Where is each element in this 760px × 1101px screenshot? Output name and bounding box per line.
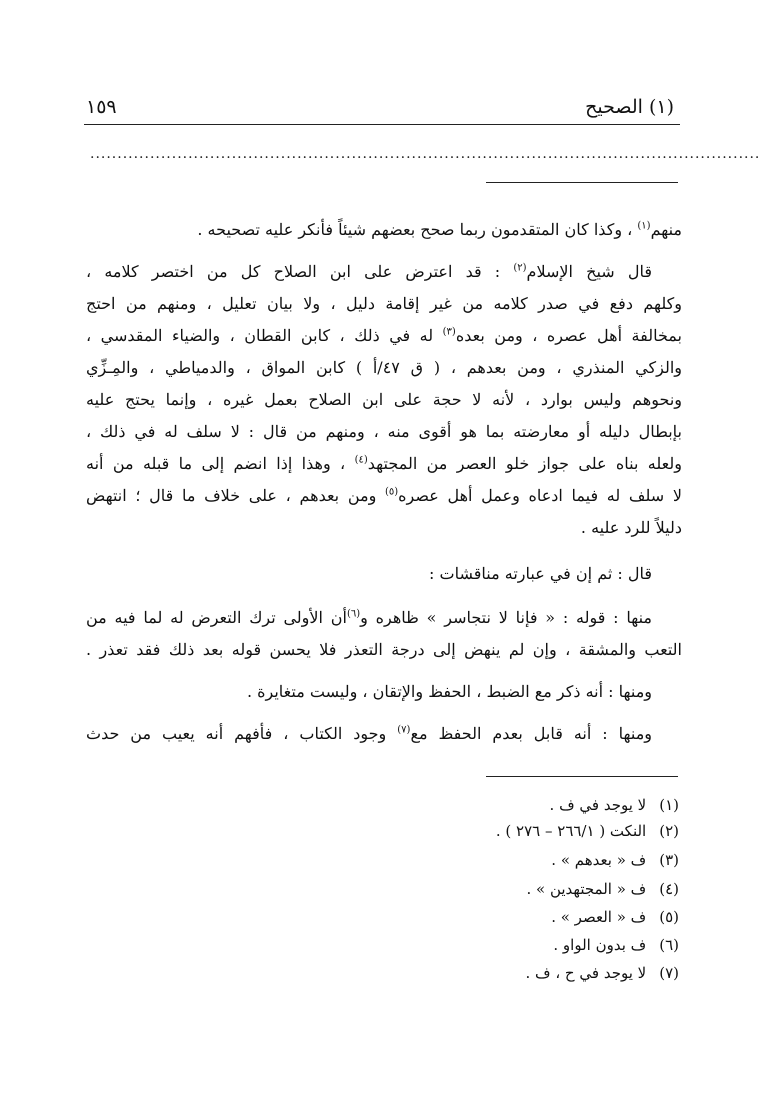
footnote bbox=[553, 934, 679, 956]
footnote-text: النكت ( ٢٦٦/١ – ٢٧٦ ) . bbox=[495, 822, 647, 840]
text-run: ومن بعدهم ، على خلاف ما قال ؛ انتهض bbox=[86, 486, 377, 505]
text-run: بمخالفة أهل عصره ، ومن بعده bbox=[455, 326, 682, 345]
text-run: : قد اعترض على ابن الصلاح كل من اختصر كلامه ، bbox=[86, 262, 501, 281]
footnote-text: ف « المجتهدين » . bbox=[526, 880, 647, 898]
text-line: ومنها : أنه ذكر مع الضبط ، الحفظ والإتقان ، وليست متغايرة . bbox=[246, 682, 652, 701]
footnote-ref: (٤) bbox=[354, 454, 368, 466]
running-header-title: (١) الصحيح bbox=[585, 96, 674, 118]
footnote bbox=[551, 849, 679, 871]
text-run: منها : قوله : « فإنا لا نتجاسر » ظاهره و bbox=[360, 608, 652, 627]
text-run: له في ذلك ، كابن القطان ، والضياء المقدسي ، bbox=[86, 326, 434, 345]
text-line: قال : ثم إن في عبارته مناقشات : bbox=[429, 564, 652, 583]
text-line: التعب والمشقة ، وإن لم ينهض إلى درجة التعذر فلا يحسن قوله بعد ذلك فقد تعذر . bbox=[86, 640, 682, 659]
text-line bbox=[86, 606, 652, 630]
text-line: بإبطال دليله أو معارضته بما هو أقوى منه ، ومنهم من قال : لا سلف له في ذلك ، bbox=[86, 422, 682, 441]
footnote-ref: (٥) bbox=[384, 486, 399, 498]
footnote-number: (١) bbox=[659, 796, 679, 814]
text-run: ومنها : أنه قابل بعدم الحفظ مع bbox=[410, 724, 653, 743]
text-line: وكلهم دفع في صدر كلامه من غير إقامة دليل ، ولا بيان تعليل ، ومنهم من احتج bbox=[86, 294, 682, 313]
footnote-ref: (٦) bbox=[346, 608, 361, 620]
footnote-number: (٣) bbox=[659, 851, 679, 869]
footnote bbox=[525, 962, 679, 984]
footnote-number: (٧) bbox=[659, 964, 679, 982]
header-rule bbox=[84, 124, 680, 125]
footnote-ref: (٢) bbox=[513, 262, 527, 274]
text-line bbox=[86, 484, 682, 508]
section-rule bbox=[486, 182, 678, 183]
text-line: ونحوهم وليس بوارد ، لأنه لا حجة على ابن الصلاح بعمل غيره ، وإنما يحتج عليه bbox=[86, 390, 682, 409]
footnote-text: لا يوجد في ح ، ف . bbox=[525, 964, 647, 982]
text-line bbox=[86, 260, 652, 284]
text-line bbox=[86, 324, 682, 348]
text-run: ولعله بناه على جواز خلو العصر من المجتهد bbox=[367, 454, 682, 473]
footnote-number: (٤) bbox=[659, 880, 679, 898]
text-run: أن الأولى ترك التعرض له لما فيه من bbox=[86, 608, 347, 627]
text-line bbox=[86, 452, 682, 476]
text-run: لا سلف له فيما ادعاه وعمل أهل عصره bbox=[398, 486, 682, 505]
footnote-text: ف « بعدهم » . bbox=[551, 851, 647, 869]
footnote-number: (٦) bbox=[659, 936, 679, 954]
footnote-ref: (٣) bbox=[442, 326, 456, 338]
page-number: ١٥٩ bbox=[86, 96, 117, 118]
footnote-number: (٢) bbox=[659, 822, 679, 840]
footnote bbox=[526, 878, 679, 900]
text-line bbox=[86, 722, 652, 746]
text-line bbox=[86, 218, 682, 242]
footnote-ref: (٧) bbox=[397, 724, 411, 736]
text-run: قال شيخ الإسلام bbox=[526, 262, 653, 281]
footnote-text: لا يوجد في ف . bbox=[549, 796, 647, 814]
text-run: ، وهذا إذا انضم إلى ما قبله من أنه bbox=[86, 454, 346, 473]
footnote-text: ف بدون الواو . bbox=[553, 936, 647, 954]
footnote-ref: (١) bbox=[637, 220, 651, 232]
text-run: وجود الكتاب ، فأفهم أنه يعيب من حدث bbox=[86, 724, 387, 743]
dotted-separator: ........................................................................................................................... bbox=[90, 146, 760, 162]
text-line: والزكي المنذري ، ومن بعدهم ، ( ق ٤٧/أ ) كابن المواق ، والدمياطي ، والمِـزِّي bbox=[86, 358, 682, 377]
footnote bbox=[551, 906, 679, 928]
text-run: ، وكذا كان المتقدمون ربما صحح بعضهم شيئاً فأنكر عليه تصحيحه . bbox=[197, 220, 633, 239]
text-line: دليلاً للرد عليه . bbox=[580, 518, 682, 537]
footnote-text: ف « العصر » . bbox=[551, 908, 647, 926]
footnote-number: (٥) bbox=[659, 908, 679, 926]
footnote bbox=[496, 820, 679, 842]
text-run: منهم bbox=[650, 220, 682, 239]
footnote bbox=[550, 794, 679, 816]
footnote-rule bbox=[486, 776, 678, 777]
